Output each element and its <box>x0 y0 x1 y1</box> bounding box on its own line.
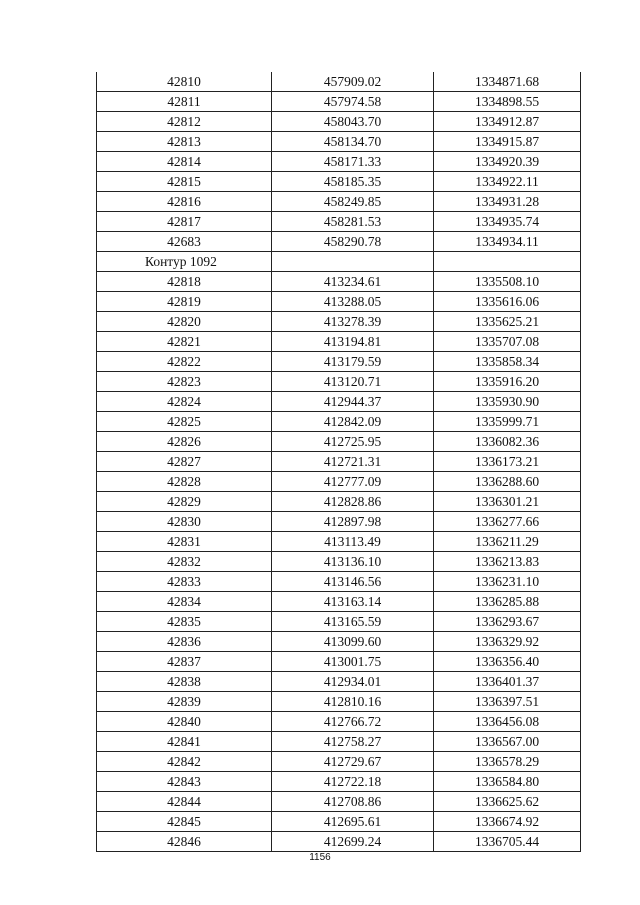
y-coordinate-cell: 1336584.80 <box>434 772 581 792</box>
y-coordinate-cell: 1336567.00 <box>434 732 581 752</box>
y-coordinate-cell: 1336578.29 <box>434 752 581 772</box>
point-id-cell: 42824 <box>97 392 272 412</box>
y-coordinate-cell: 1335916.20 <box>434 372 581 392</box>
point-id-cell: 42811 <box>97 92 272 112</box>
x-coordinate-cell: 413194.81 <box>272 332 434 352</box>
point-id-cell: 42836 <box>97 632 272 652</box>
point-id-cell: 42825 <box>97 412 272 432</box>
table-row <box>97 272 581 292</box>
x-coordinate-cell: 412722.18 <box>272 772 434 792</box>
table-row <box>97 392 581 412</box>
y-coordinate-cell: 1335707.08 <box>434 332 581 352</box>
point-id-cell: 42845 <box>97 812 272 832</box>
y-coordinate-cell: 1334915.87 <box>434 132 581 152</box>
x-coordinate-cell: 412944.37 <box>272 392 434 412</box>
y-coordinate-cell: 1334935.74 <box>434 212 581 232</box>
table-row <box>97 552 581 572</box>
coordinates-table-body <box>97 72 581 852</box>
x-coordinate-cell: 412725.95 <box>272 432 434 452</box>
y-coordinate-cell: 1336674.92 <box>434 812 581 832</box>
table-row <box>97 352 581 372</box>
x-coordinate-cell: 412708.86 <box>272 792 434 812</box>
x-coordinate-cell: 413278.39 <box>272 312 434 332</box>
x-coordinate-cell: 458290.78 <box>272 232 434 252</box>
x-coordinate-cell: 458185.35 <box>272 172 434 192</box>
y-coordinate-cell: 1334922.11 <box>434 172 581 192</box>
x-coordinate-cell: 412828.86 <box>272 492 434 512</box>
table-row <box>97 472 581 492</box>
table-row <box>97 412 581 432</box>
point-id-cell: 42826 <box>97 432 272 452</box>
table-row <box>97 832 581 852</box>
table-row <box>97 632 581 652</box>
point-id-cell: 42831 <box>97 532 272 552</box>
x-coordinate-cell: 458134.70 <box>272 132 434 152</box>
y-coordinate-cell: 1334871.68 <box>434 72 581 92</box>
table-row <box>97 692 581 712</box>
table-row <box>97 72 581 92</box>
x-coordinate-cell: 412766.72 <box>272 712 434 732</box>
point-id-cell: 42820 <box>97 312 272 332</box>
table-row <box>97 152 581 172</box>
point-id-cell: 42842 <box>97 752 272 772</box>
table-row <box>97 332 581 352</box>
table-row <box>97 312 581 332</box>
x-coordinate-cell: 413146.56 <box>272 572 434 592</box>
x-coordinate-cell: 413113.49 <box>272 532 434 552</box>
x-coordinate-cell: 412721.31 <box>272 452 434 472</box>
point-id-cell: 42814 <box>97 152 272 172</box>
y-coordinate-cell: 1334912.87 <box>434 112 581 132</box>
x-coordinate-cell: 457974.58 <box>272 92 434 112</box>
y-coordinate-cell: 1336173.21 <box>434 452 581 472</box>
y-coordinate-cell: 1336082.36 <box>434 432 581 452</box>
table-row <box>97 432 581 452</box>
table-row <box>97 372 581 392</box>
y-coordinate-cell: 1335858.34 <box>434 352 581 372</box>
point-id-cell: 42838 <box>97 672 272 692</box>
y-coordinate-cell: 1336213.83 <box>434 552 581 572</box>
coordinates-table <box>96 72 581 852</box>
table-row <box>97 452 581 472</box>
x-coordinate-cell: 412810.16 <box>272 692 434 712</box>
table-row <box>97 492 581 512</box>
y-coordinate-cell: 1336705.44 <box>434 832 581 852</box>
empty-cell <box>272 252 434 272</box>
table-row <box>97 792 581 812</box>
y-coordinate-cell: 1335616.06 <box>434 292 581 312</box>
point-id-cell: 42816 <box>97 192 272 212</box>
table-row <box>97 112 581 132</box>
point-id-cell: 42819 <box>97 292 272 312</box>
x-coordinate-cell: 458171.33 <box>272 152 434 172</box>
point-id-cell: 42813 <box>97 132 272 152</box>
y-coordinate-cell: 1335999.71 <box>434 412 581 432</box>
point-id-cell: 42817 <box>97 212 272 232</box>
y-coordinate-cell: 1336211.29 <box>434 532 581 552</box>
point-id-cell: 42833 <box>97 572 272 592</box>
point-id-cell: 42832 <box>97 552 272 572</box>
y-coordinate-cell: 1336401.37 <box>434 672 581 692</box>
table-row <box>97 612 581 632</box>
point-id-cell: 42821 <box>97 332 272 352</box>
x-coordinate-cell: 412897.98 <box>272 512 434 532</box>
table-row <box>97 772 581 792</box>
point-id-cell: 42837 <box>97 652 272 672</box>
x-coordinate-cell: 413120.71 <box>272 372 434 392</box>
table-row <box>97 192 581 212</box>
table-row <box>97 672 581 692</box>
point-id-cell: 42810 <box>97 72 272 92</box>
table-row <box>97 512 581 532</box>
x-coordinate-cell: 412758.27 <box>272 732 434 752</box>
table-row <box>97 572 581 592</box>
y-coordinate-cell: 1336329.92 <box>434 632 581 652</box>
point-id-cell: 42834 <box>97 592 272 612</box>
point-id-cell: 42835 <box>97 612 272 632</box>
contour-label: Контур 1092 <box>97 252 272 272</box>
table-row <box>97 132 581 152</box>
x-coordinate-cell: 412934.01 <box>272 672 434 692</box>
y-coordinate-cell: 1336397.51 <box>434 692 581 712</box>
x-coordinate-cell: 413165.59 <box>272 612 434 632</box>
table-row <box>97 732 581 752</box>
x-coordinate-cell: 458249.85 <box>272 192 434 212</box>
x-coordinate-cell: 412777.09 <box>272 472 434 492</box>
y-coordinate-cell: 1336293.67 <box>434 612 581 632</box>
x-coordinate-cell: 412699.24 <box>272 832 434 852</box>
table-row <box>97 652 581 672</box>
point-id-cell: 42827 <box>97 452 272 472</box>
y-coordinate-cell: 1334920.39 <box>434 152 581 172</box>
y-coordinate-cell: 1336356.40 <box>434 652 581 672</box>
table-row <box>97 752 581 772</box>
y-coordinate-cell: 1336285.88 <box>434 592 581 612</box>
table-row <box>97 592 581 612</box>
table-row <box>97 532 581 552</box>
table-row <box>97 212 581 232</box>
x-coordinate-cell: 413099.60 <box>272 632 434 652</box>
y-coordinate-cell: 1335930.90 <box>434 392 581 412</box>
x-coordinate-cell: 413288.05 <box>272 292 434 312</box>
x-coordinate-cell: 457909.02 <box>272 72 434 92</box>
y-coordinate-cell: 1336288.60 <box>434 472 581 492</box>
x-coordinate-cell: 413179.59 <box>272 352 434 372</box>
point-id-cell: 42843 <box>97 772 272 792</box>
point-id-cell: 42829 <box>97 492 272 512</box>
x-coordinate-cell: 412729.67 <box>272 752 434 772</box>
x-coordinate-cell: 412695.61 <box>272 812 434 832</box>
point-id-cell: 42839 <box>97 692 272 712</box>
x-coordinate-cell: 458281.53 <box>272 212 434 232</box>
point-id-cell: 42815 <box>97 172 272 192</box>
x-coordinate-cell: 458043.70 <box>272 112 434 132</box>
y-coordinate-cell: 1335625.21 <box>434 312 581 332</box>
y-coordinate-cell: 1334931.28 <box>434 192 581 212</box>
y-coordinate-cell: 1336231.10 <box>434 572 581 592</box>
table-row <box>97 232 581 252</box>
contour-header-row <box>97 252 581 272</box>
point-id-cell: 42812 <box>97 112 272 132</box>
point-id-cell: 42840 <box>97 712 272 732</box>
table-row <box>97 92 581 112</box>
y-coordinate-cell: 1336625.62 <box>434 792 581 812</box>
y-coordinate-cell: 1336456.08 <box>434 712 581 732</box>
y-coordinate-cell: 1334934.11 <box>434 232 581 252</box>
y-coordinate-cell: 1335508.10 <box>434 272 581 292</box>
x-coordinate-cell: 413001.75 <box>272 652 434 672</box>
x-coordinate-cell: 413234.61 <box>272 272 434 292</box>
point-id-cell: 42683 <box>97 232 272 252</box>
y-coordinate-cell: 1336277.66 <box>434 512 581 532</box>
point-id-cell: 42830 <box>97 512 272 532</box>
table-row <box>97 812 581 832</box>
point-id-cell: 42844 <box>97 792 272 812</box>
x-coordinate-cell: 412842.09 <box>272 412 434 432</box>
page-number: 1156 <box>309 852 331 863</box>
point-id-cell: 42822 <box>97 352 272 372</box>
point-id-cell: 42818 <box>97 272 272 292</box>
point-id-cell: 42823 <box>97 372 272 392</box>
empty-cell <box>434 252 581 272</box>
point-id-cell: 42846 <box>97 832 272 852</box>
table-row <box>97 172 581 192</box>
point-id-cell: 42841 <box>97 732 272 752</box>
table-row <box>97 712 581 732</box>
x-coordinate-cell: 413136.10 <box>272 552 434 572</box>
table-row <box>97 292 581 312</box>
y-coordinate-cell: 1334898.55 <box>434 92 581 112</box>
point-id-cell: 42828 <box>97 472 272 492</box>
x-coordinate-cell: 413163.14 <box>272 592 434 612</box>
y-coordinate-cell: 1336301.21 <box>434 492 581 512</box>
